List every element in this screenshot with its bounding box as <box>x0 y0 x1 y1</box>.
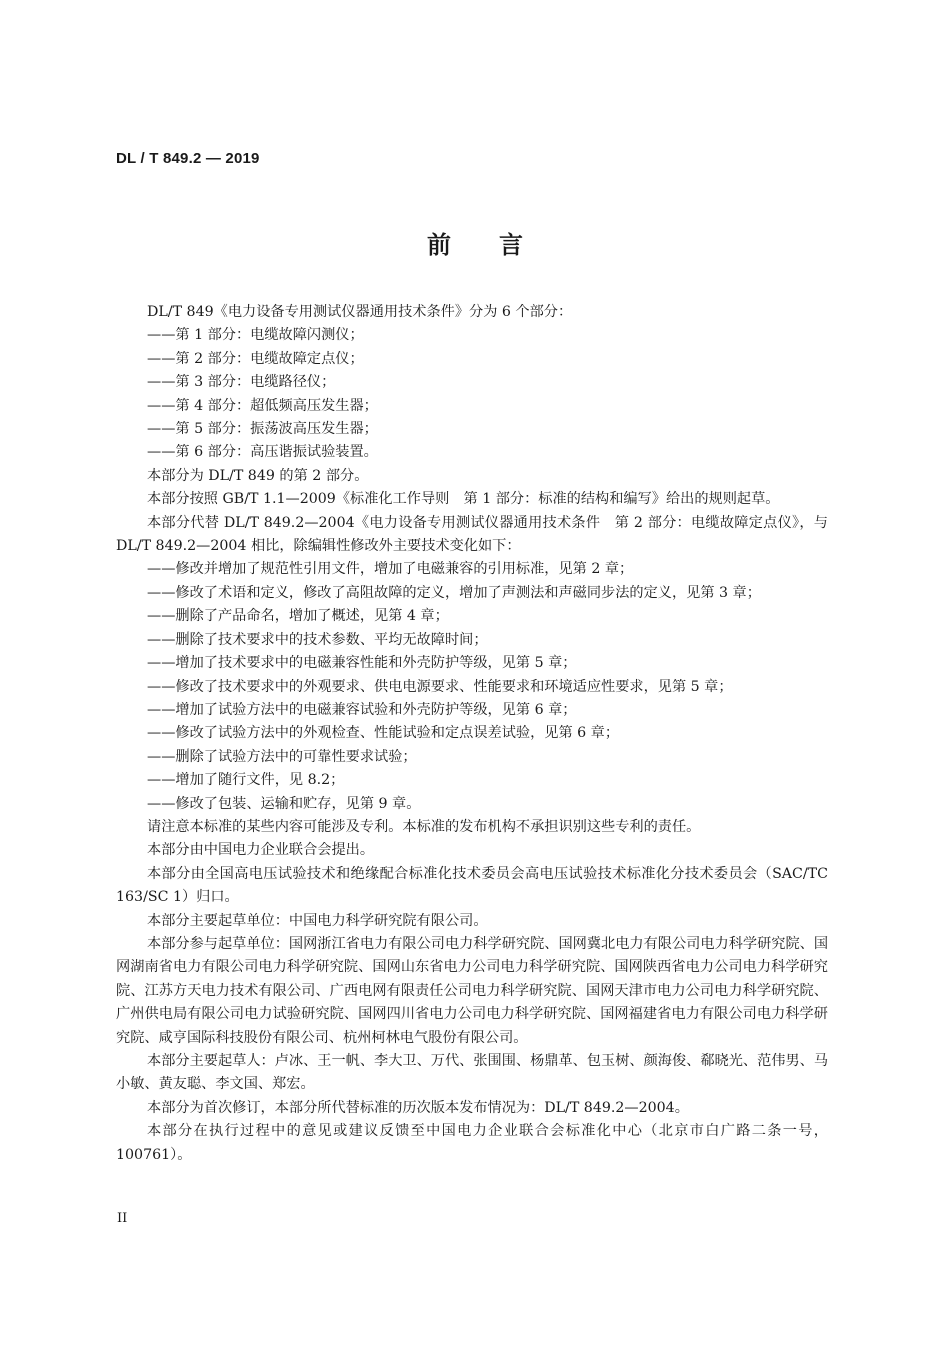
paragraph: DL/T 849《电力设备专用测试仪器通用技术条件》分为 6 个部分： <box>147 304 573 320</box>
list-item: ——第 4 部分：超低频高压发生器； <box>147 397 378 414</box>
list-item: ——第 6 部分：高压谐振试验装置。 <box>147 444 378 461</box>
paragraph: 本部分按照 GB/T 1.1—2009《标准化工作导则 第 1 部分：标准的结构和编写》给出的规则起草。 <box>147 491 780 508</box>
paragraph: 本部分在执行过程中的意见或建议反馈至中国电力企业联合会标准化中心（北京市白广路二条一号，100761）。 <box>116 1123 828 1163</box>
page-title: 前言 <box>427 231 571 259</box>
list-item: ——修改并增加了规范性引用文件，增加了电磁兼容的引用标准，见第 2 章； <box>147 561 634 578</box>
list-item: ——修改了试验方法中的外观检查、性能试验和定点误差试验，见第 6 章； <box>147 725 620 742</box>
paragraph: 本部分主要起草人：卢冰、王一帆、李大卫、万代、张围围、杨鼎革、包玉树、颜海俊、郗晓光、范伟男、马小敏、黄友聪、李文国、郑宏。 <box>116 1053 829 1093</box>
list-item: ——增加了技术要求中的电磁兼容性能和外壳防护等级，见第 5 章； <box>147 655 577 672</box>
list-item: ——增加了试验方法中的电磁兼容试验和外壳防护等级，见第 6 章； <box>147 701 577 718</box>
list-item: ——删除了产品命名，增加了概述，见第 4 章； <box>147 608 449 625</box>
page-number: II <box>117 1211 128 1226</box>
foreword-body <box>116 301 828 1167</box>
list-item: ——增加了随行文件，见 8.2； <box>147 772 345 789</box>
list-item: ——删除了试验方法中的可靠性要求试验； <box>147 748 417 765</box>
paragraph: 本部分代替 DL/T 849.2—2004《电力设备专用测试仪器通用技术条件 第 2 部分：电缆故障定点仪》，与 DL/T 849.2—2004 相比，除编辑性修改外主要技术变化如下： <box>116 514 828 555</box>
paragraph: 本部分为 DL/T 849 的第 2 部分。 <box>147 467 369 484</box>
paragraph: 本部分由中国电力企业联合会提出。 <box>147 842 375 859</box>
list-item: ——修改了术语和定义，修改了高阻故障的定义，增加了声测法和声磁同步法的定义，见第 3 章； <box>147 584 761 601</box>
paragraph: 本部分主要起草单位：中国电力科学研究院有限公司。 <box>147 912 488 929</box>
paragraph: 本部分为首次修订，本部分所代替标准的历次版本发布情况为：DL/T 849.2—2004。 <box>147 1099 689 1116</box>
list-item: ——第 2 部分：电缆故障定点仪； <box>147 350 364 367</box>
list-item: ——修改了包装、运输和贮存，见第 9 章。 <box>147 795 421 812</box>
paragraph: 请注意本标准的某些内容可能涉及专利。本标准的发布机构不承担识别这些专利的责任。 <box>147 818 701 835</box>
list-item: ——第 5 部分：振荡波高压发生器； <box>147 421 378 438</box>
paragraph: 本部分参与起草单位：国网浙江省电力有限公司电力科学研究院、国网冀北电力有限公司电力科学研究院、国网湖南省电力有限公司电力科学研究院、国网山东省电力公司电力科学研究院、国网陕西省电力公司电力科学研究院、江苏方天电力技术有限公司、广西电网有限责任公司电力科学研究院、国网天津市电力公司电力科学研究院、广州供电局有限公司电力试验研究院、国网四川省电力公司电力科学研究院、国网福建省电力有限公司电力科学研究院、咸亨国际科技股份有限公司、杭州柯林电气股份有限公司。 <box>116 935 829 1046</box>
document-code: DL / T 849.2 — 2019 <box>116 150 260 167</box>
list-item: ——修改了技术要求中的外观要求、供电电源要求、性能要求和环境适应性要求，见第 5 章； <box>147 678 733 695</box>
list-item: ——第 3 部分：电缆路径仪； <box>147 374 336 391</box>
list-item: ——第 1 部分：电缆故障闪测仪； <box>147 327 364 344</box>
paragraph: 本部分由全国高电压试验技术和绝缘配合标准化技术委员会高电压试验技术标准化分技术委员会（SAC/TC 163/SC 1）归口。 <box>116 865 828 906</box>
list-item: ——删除了技术要求中的技术参数、平均无故障时间； <box>147 631 488 648</box>
